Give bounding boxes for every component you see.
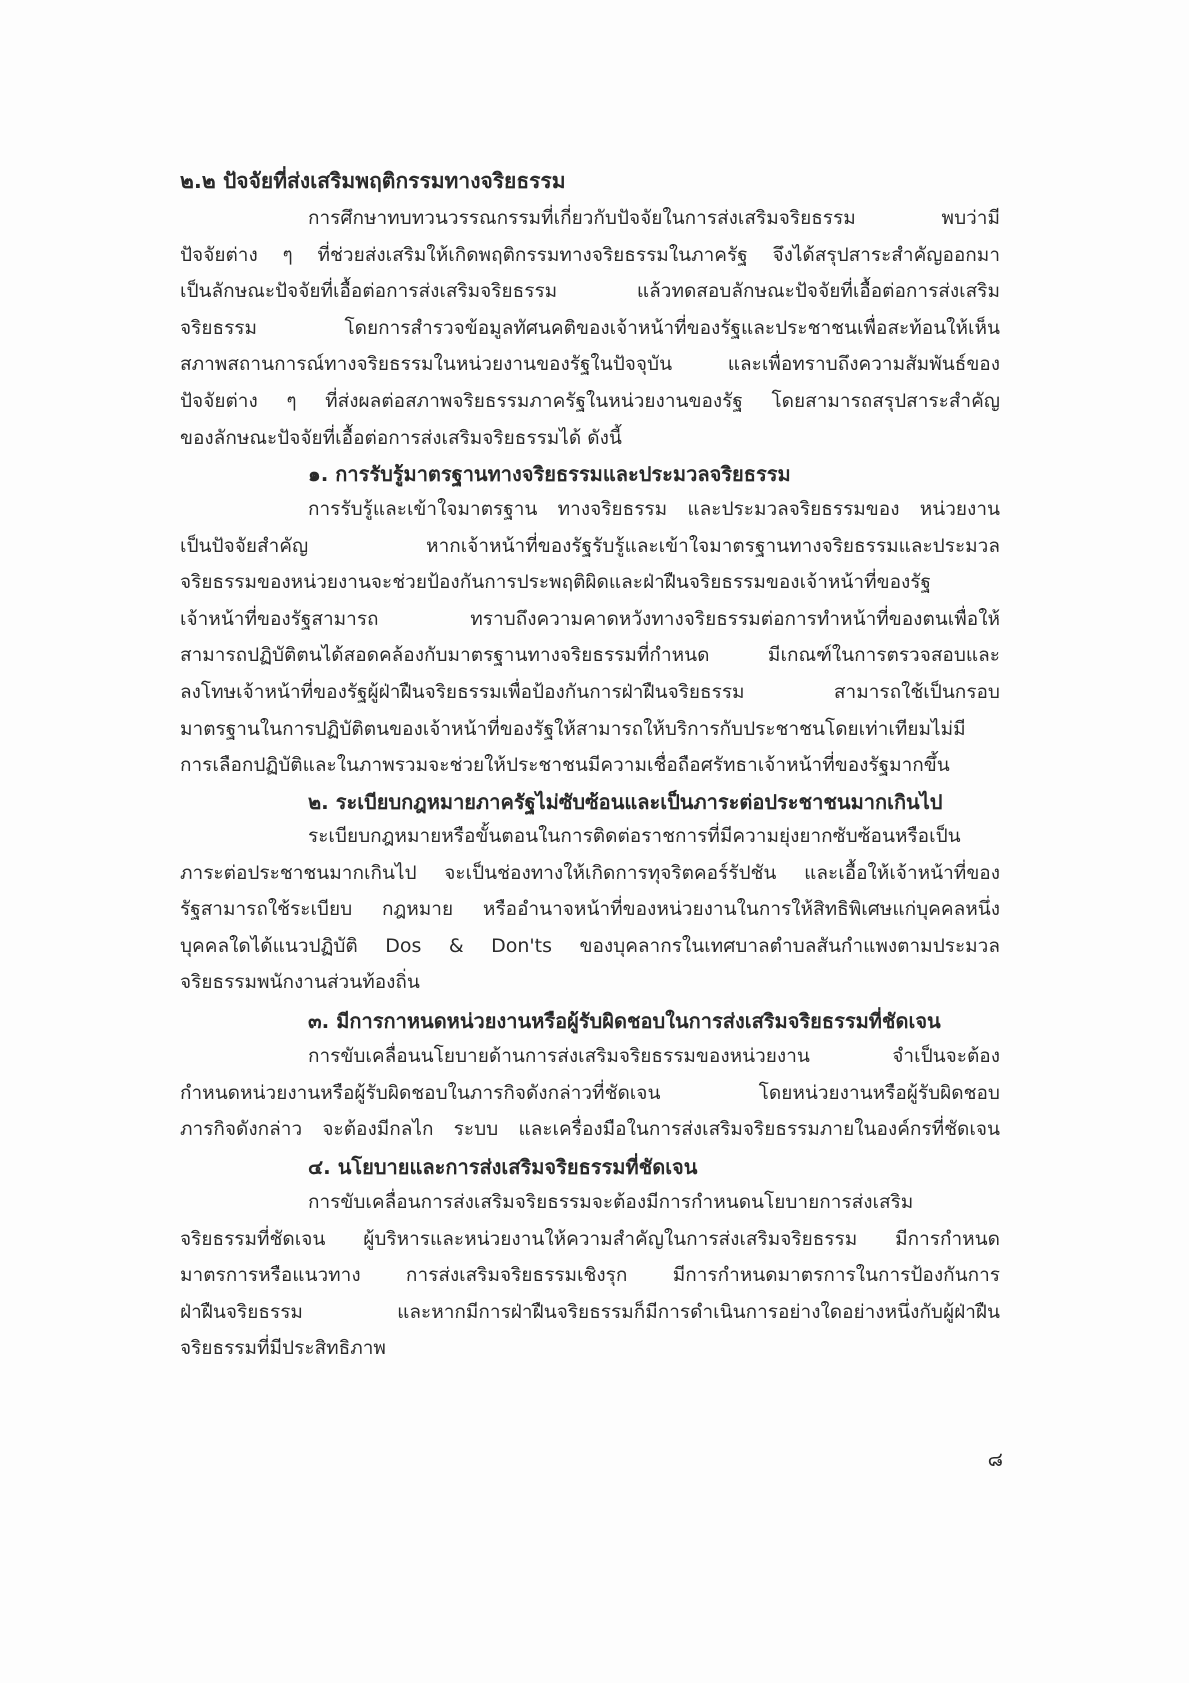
paragraph-line: มาตรฐานในการปฏิบัติตนของเจ้าหน้าที่ของรัฐให้สามารถให้บริการกับประชาชนโดยเท่าเทียมไม่มี xyxy=(180,717,966,740)
paragraph-line: ปัจจัยต่าง ๆ ที่ช่วยส่งเสริมให้เกิดพฤติกรรมทางจริยธรรมในภาครัฐ จึงได้สรุปสาระสำคัญออกมา xyxy=(180,243,1000,266)
paragraph-line: สภาพสถานการณ์ทางจริยธรรมในหน่วยงานของรัฐในปัจจุบัน และเพื่อทราบถึงความสัมพันธ์ของ xyxy=(180,353,1000,376)
factor-paragraph-1 xyxy=(180,491,1000,784)
paragraph-line: การรับรู้และเข้าใจมาตรฐาน ทางจริยธรรม และประมวลจริยธรรมของ หน่วยงาน xyxy=(308,498,1000,520)
paragraph-line: จริยธรรมพนักงานส่วนท้องถิ่น xyxy=(180,971,420,994)
paragraph-line: ฝ่าฝืนจริยธรรม และหากมีการฝ่าฝืนจริยธรรมก็มีการดำเนินการอย่างใดอย่างหนึ่งกับผู้ฝ่าฝืน xyxy=(180,1300,1000,1323)
paragraph-line: การศึกษาทบทวนวรรณกรรมที่เกี่ยวกับปัจจัยในการส่งเสริมจริยธรรม พบว่ามี xyxy=(308,207,1000,229)
intro-paragraph xyxy=(180,200,1000,456)
factor-paragraph-3 xyxy=(180,1038,1000,1148)
factor-heading-4: ๔. นโยบายและการส่งเสริมจริยธรรมที่ชัดเจน xyxy=(308,1155,698,1179)
page-number: ๘ xyxy=(987,1447,1003,1471)
paragraph-line: บุคคลใดได้แนวปฏิบัติ Dos & Don'ts ของบุคลากรในเทศบาลตำบลสันกำแพงตามประมวล xyxy=(180,934,1000,957)
factor-heading-1: ๑. การรับรู้มาตรฐานทางจริยธรรมและประมวลจริยธรรม xyxy=(308,462,791,486)
factor-paragraph-4 xyxy=(180,1184,1000,1367)
paragraph-line: ลงโทษเจ้าหน้าที่ของรัฐผู้ฝ่าฝืนจริยธรรมเพื่อป้องกันการฝ่าฝืนจริยธรรม สามารถใช้เป็นกรอบ xyxy=(180,680,1000,703)
paragraph-line: การขับเคลื่อนการส่งเสริมจริยธรรมจะต้องมีการกำหนดนโยบายการส่งเสริม xyxy=(308,1191,914,1213)
paragraph-line: ระเบียบกฎหมายหรือขั้นตอนในการติดต่อราชการที่มีความยุ่งยากซับซ้อนหรือเป็น xyxy=(308,825,961,847)
paragraph-line: ปัจจัยต่าง ๆ ที่ส่งผลต่อสภาพจริยธรรมภาครัฐในหน่วยงานของรัฐ โดยสามารถสรุปสาระสำคัญ xyxy=(180,389,1000,412)
paragraph-line: ภารกิจดังกล่าว จะต้องมีกลไก ระบบ และเครื่องมือในการส่งเสริมจริยธรรมภายในองค์กรที่ชัดเจน xyxy=(180,1118,1000,1141)
paragraph-line: มาตรการหรือแนวทาง การส่งเสริมจริยธรรมเชิงรุก มีการกำหนดมาตรการในการป้องกันการ xyxy=(180,1264,1000,1287)
paragraph-line: กำหนดหน่วยงานหรือผู้รับผิดชอบในภารกิจดังกล่าวที่ชัดเจน โดยหน่วยงานหรือผู้รับผิดชอบ xyxy=(180,1081,1000,1104)
paragraph-line: ภาระต่อประชาชนมากเกินไป จะเป็นช่องทางให้เกิดการทุจริตคอร์รัปชัน และเอื้อให้เจ้าหน้าที่ของ xyxy=(180,861,1000,884)
section-heading: ๒.๒ ปัจจัยที่ส่งเสริมพฤติกรรมทางจริยธรรม xyxy=(180,169,566,193)
paragraph-line: การเลือกปฏิบัติและในภาพรวมจะช่วยให้ประชาชนมีความเชื่อถือศรัทธาเจ้าหน้าที่ของรัฐมากขึ้น xyxy=(180,754,950,777)
paragraph-line: เจ้าหน้าที่ของรัฐสามารถ ทราบถึงความคาดหวังทางจริยธรรมต่อการทำหน้าที่ของตนเพื่อให้ xyxy=(180,607,1000,630)
paragraph-line: ของลักษณะปัจจัยที่เอื้อต่อการส่งเสริมจริยธรรมได้ ดังนี้ xyxy=(180,426,622,449)
paragraph-line: การขับเคลื่อนนโยบายด้านการส่งเสริมจริยธรรมของหน่วยงาน จำเป็นจะต้อง xyxy=(308,1045,1000,1067)
paragraph-line: เป็นลักษณะปัจจัยที่เอื้อต่อการส่งเสริมจริยธรรม แล้วทดสอบลักษณะปัจจัยที่เอื้อต่อการส่งเสริม xyxy=(180,280,1000,303)
factor-paragraph-2 xyxy=(180,818,1000,1001)
paragraph-line: สามารถปฏิบัติตนได้สอดคล้องกับมาตรฐานทางจริยธรรมที่กำหนด มีเกณฑ์ในการตรวจสอบและ xyxy=(180,644,1000,667)
paragraph-line: จริยธรรมของหน่วยงานจะช่วยป้องกันการประพฤติผิดและฝ่าฝืนจริยธรรมของเจ้าหน้าที่ของรัฐ xyxy=(180,571,931,594)
paragraph-line: จริยธรรมที่มีประสิทธิภาพ xyxy=(180,1337,386,1360)
factor-heading-3: ๓. มีการกาหนดหน่วยงานหรือผู้รับผิดชอบในการส่งเสริมจริยธรรมที่ชัดเจน xyxy=(308,1009,941,1033)
paragraph-line: จริยธรรมที่ชัดเจน ผู้บริหารและหน่วยงานให้ความสำคัญในการส่งเสริมจริยธรรม มีการกำหนด xyxy=(180,1227,1000,1250)
factor-heading-2: ๒. ระเบียบกฎหมายภาครัฐไม่ซับซ้อนและเป็นภาระต่อประชาชนมากเกินไป xyxy=(308,790,943,814)
paragraph-line: เป็นปัจจัยสำคัญ หากเจ้าหน้าที่ของรัฐรับรู้และเข้าใจมาตรฐานทางจริยธรรมและประมวล xyxy=(180,534,1000,557)
paragraph-line: จริยธรรม โดยการสำรวจข้อมูลทัศนคติของเจ้าหน้าที่ของรัฐและประชาชนเพื่อสะท้อนให้เห็น xyxy=(180,316,1000,339)
paragraph-line: รัฐสามารถใช้ระเบียบ กฎหมาย หรืออำนาจหน้าที่ของหน่วยงานในการให้สิทธิพิเศษแก่บุคคลหนึ่ง xyxy=(180,898,1000,921)
